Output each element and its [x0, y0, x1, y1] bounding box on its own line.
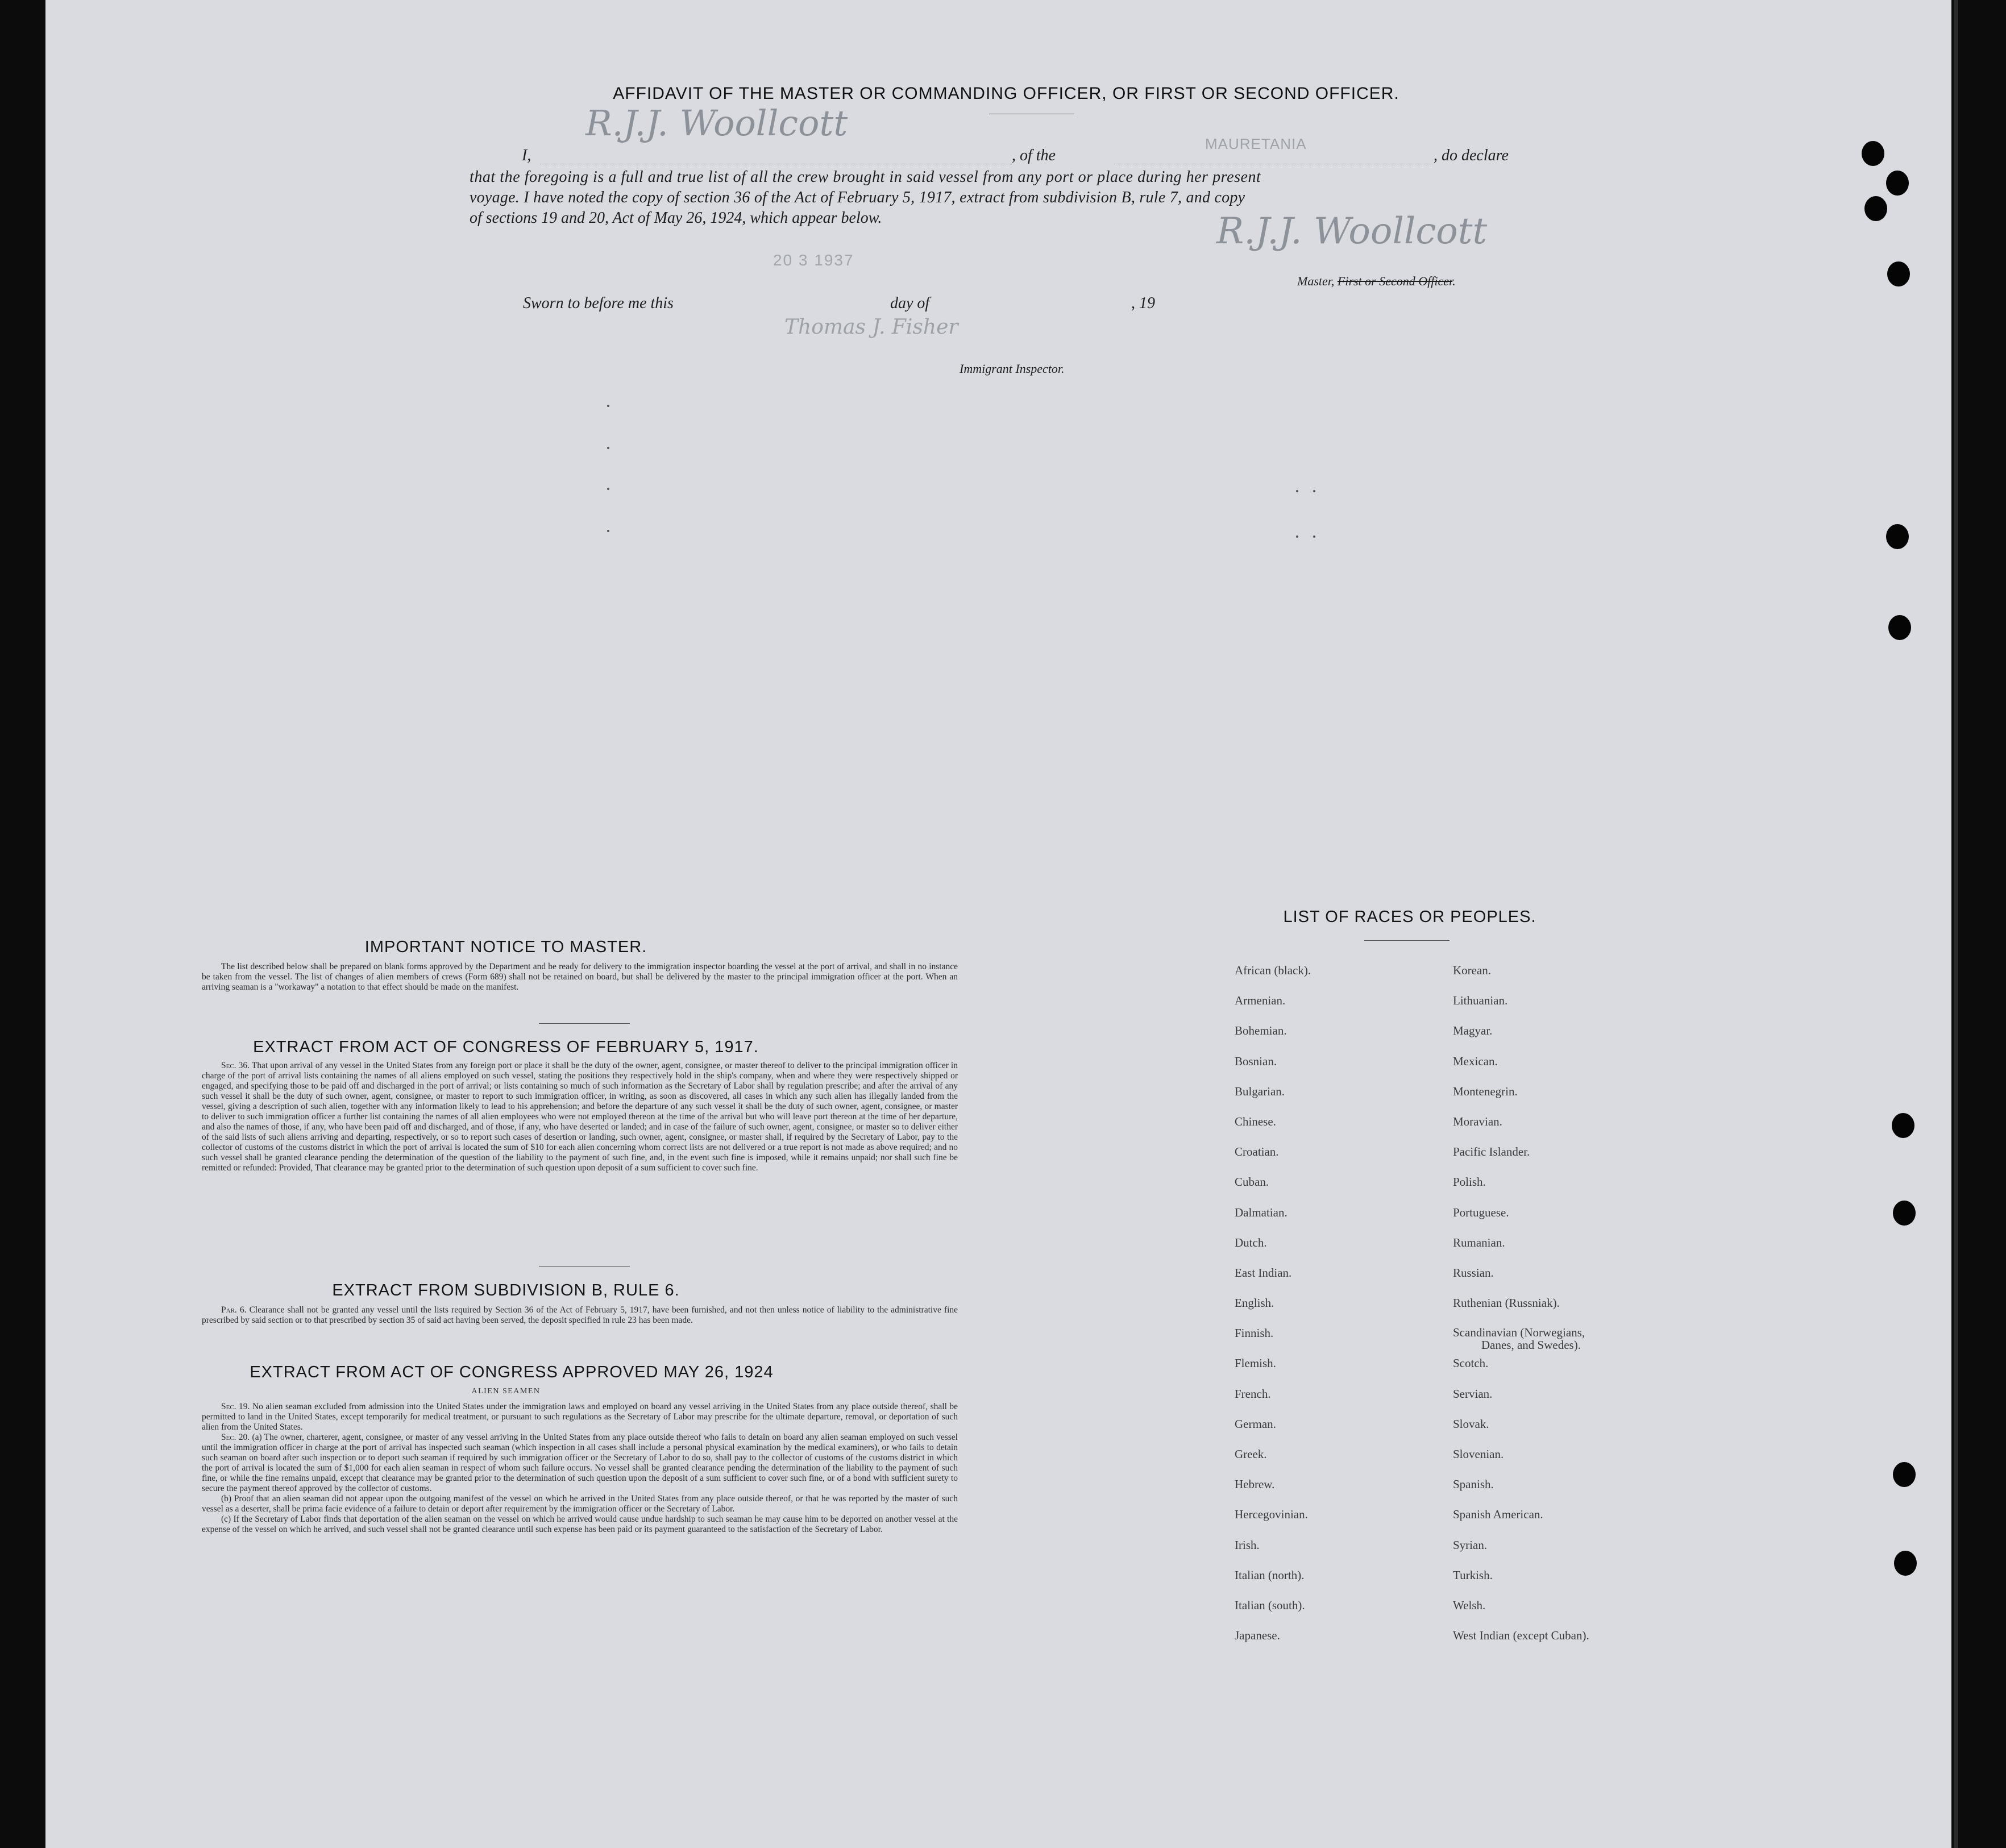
scan-speck: [607, 405, 609, 407]
sec-20a-paragraph: [202, 1432, 958, 1494]
race-item: Montenegrin.: [1453, 1084, 1518, 1098]
affidavit-title: AFFIDAVIT OF THE MASTER OR COMMANDING OFFICER, OR FIRST OR SECOND OFFICER.: [613, 84, 1399, 103]
extract-1917-heading: EXTRACT FROM ACT OF CONGRESS OF FEBRUARY 5, 1917.: [253, 1038, 759, 1056]
alien-seamen-subheading: ALIEN SEAMEN: [471, 1387, 541, 1396]
vessel-name-stamp: MAURETANIA: [1205, 135, 1307, 152]
sec-36-label: Sec. 36.: [221, 1061, 250, 1070]
race-item: Japanese.: [1235, 1629, 1280, 1643]
extract-1924-heading: EXTRACT FROM ACT OF CONGRESS APPROVED MAY 26, 1924: [250, 1363, 774, 1381]
extract-1917-paragraph: [202, 1061, 958, 1173]
race-item: German.: [1235, 1417, 1276, 1431]
race-item: Dalmatian.: [1235, 1205, 1288, 1219]
section-rule: [539, 1023, 630, 1024]
sec-20-label: Sec. 20.: [221, 1432, 250, 1442]
race-item: Ruthenian (Russniak).: [1453, 1296, 1560, 1310]
notice-paragraph: The list described below shall be prepared on blank forms approved by the Department and be ready for delivery to the immigration inspector boarding the vessel at the port of arrival, and shall in no instance be taken from the vessel. The list of changes of alien members of crews (Form 689) shall not be retained on board, but shall be delivered by the master to the principal immigration officer at the port. When an arriving seaman is a "workaway" a notation to that effect should be made on the manifest.: [202, 962, 958, 992]
races-left-column: [1235, 964, 1311, 1659]
race-item: Italian (north).: [1235, 1568, 1305, 1582]
punch-hole: [1892, 1113, 1914, 1138]
date-stamp: 20 3 1937: [773, 251, 854, 269]
race-item: Lithuanian.: [1453, 994, 1508, 1008]
immigrant-inspector-label: Immigrant Inspector.: [960, 362, 1065, 376]
extract-1924-text: [202, 1402, 958, 1535]
struck-officer-label: First or Second Officer: [1337, 274, 1453, 288]
punch-hole: [1862, 141, 1884, 166]
master-label-end: .: [1452, 274, 1456, 288]
inspector-signature: Thomas J. Fisher: [784, 315, 958, 339]
race-item: Dutch.: [1235, 1235, 1267, 1249]
race-item: Greek.: [1235, 1447, 1267, 1461]
race-item: Irish.: [1235, 1538, 1260, 1552]
race-item: Slovenian.: [1453, 1447, 1504, 1461]
race-item: Chinese.: [1235, 1114, 1276, 1128]
scan-speck: [607, 488, 609, 490]
rule6-paragraph: [202, 1305, 958, 1326]
master-signature: R.J.J. Woollcott: [1216, 210, 1488, 252]
scan-speck: [1296, 535, 1298, 538]
document-page: [45, 0, 1951, 1848]
punch-hole: [1886, 171, 1909, 196]
race-item-continuation: Danes, and Swedes).: [1481, 1338, 1581, 1352]
notice-text: [202, 962, 958, 992]
punch-hole: [1864, 196, 1887, 221]
races-heading: LIST OF RACES OR PEOPLES.: [1283, 908, 1536, 926]
race-item: Slovak.: [1453, 1417, 1489, 1431]
race-item: Korean.: [1453, 964, 1492, 977]
race-item-line: Scandinavian (Norwegians,: [1453, 1326, 1585, 1340]
par-6-text: Clearance shall not be granted any vessel until the lists required by Section 36 of the Act of February 5, 1917, have been furnished, and not then unless notice of liability to the administrative fine prescribed by said section or to that prescribed by section 35 of said act having been served, the deposit specified in rule 23 has been made.: [202, 1305, 958, 1325]
handwritten-signature-name: R.J.J. Woollcott: [585, 102, 848, 144]
master-label-line: [1297, 274, 1456, 289]
race-item: Servian.: [1453, 1386, 1493, 1401]
sworn-year: , 19: [1131, 294, 1155, 312]
sec-19-text: No alien seaman excluded from admission into the United States under the immigration laws and employed on board any vessel arriving in the United States from any place outside thereof, shall be permitted to land in the United States, except temporarily for medical treatment, or pursuant to such regulations as the Secretary of Labor may prescribe for the ultimate departure, removal, or deportation of such alien from the United States.: [202, 1402, 958, 1432]
rule6-heading: EXTRACT FROM SUBDIVISION B, RULE 6.: [332, 1281, 680, 1299]
section-rule: [539, 1266, 630, 1267]
races-rule: [1364, 940, 1450, 941]
race-item: Moravian.: [1453, 1114, 1502, 1128]
scan-speck: [1313, 535, 1315, 538]
race-item: Bosnian.: [1235, 1054, 1277, 1068]
sec-19-label: Sec. 19.: [221, 1402, 250, 1411]
affidavit-do-declare: , do declare: [1434, 147, 1509, 164]
punch-hole: [1893, 1462, 1916, 1487]
scan-speck: [1313, 490, 1315, 492]
race-item: [1453, 1326, 1589, 1356]
race-item: Finnish.: [1235, 1326, 1274, 1340]
affidavit-body-line-4: of sections 19 and 20, Act of May 26, 1924, which appear below.: [470, 209, 882, 227]
races-right-column: [1453, 964, 1589, 1659]
par-6-label: Par. 6.: [221, 1305, 247, 1315]
scan-speck: [1296, 490, 1298, 492]
punch-hole: [1894, 1551, 1917, 1576]
sec-36-text: That upon arrival of any vessel in the United States from any foreign port or place it shall be the duty of the owner, agent, consignee, or master thereof to deliver to the principal immigration officer in charge of the port of arrival lists containing the names of all aliens employed on such vessel, stating the positions they respectively hold in the ship's company, when and where they were respectively shipped or engaged, and specifying those to be paid off and discharged in the port of arrival; or lists containing so much of such information as the Secretary of Labor shall by regulation prescribe; and after the arrival of any such vessel it shall be the duty of such owner, agent, consignee, or master to report to such immigration officer, in writing, as soon as discovered, all cases in which any such alien has illegally landed from the vessel, giving a description of such alien, together with any information likely to lead to his apprehension; and before the departure of any such vessel it shall be the duty of such owner, agent, consignee, or master to deliver to such immigration officer a further list containing the names of all alien employees who were not employed thereon at the time of the arrival but who will leave port thereon at the time of her departure, and also the names of those, if any, who have been paid off and discharged, and of those, if any, who have deserted or landed; and in case of the failure of such owner, agent, consignee, or master so to deliver either of the said lists of such aliens arriving and departing, respectively, or so to report such cases of desertion or landing, such owner, agent, consignee, or master shall, if required by the Secretary of Labor, pay to the collector of customs of the customs district in which the port of arrival is located the sum of $10 for each alien concerning whom correct lists are not delivered or a true report is not made as above required; and no such vessel shall be granted clearance pending the determination of the question of the liability to the payment of such fine, and, in the event such fine is imposed, while it remains unpaid; nor shall such fine be remitted or refunded: Provided, That clearance may be granted prior to the determination of such question upon deposit of a sum sufficient to cover such fine.: [202, 1061, 958, 1173]
race-item: Russian.: [1453, 1265, 1494, 1280]
race-item: English.: [1235, 1296, 1274, 1310]
affidavit-body-line-2: that the foregoing is a full and true list of all the crew brought in said vessel from any port or place during her present: [470, 168, 1261, 186]
punch-hole: [1893, 1201, 1916, 1226]
race-item: Bulgarian.: [1235, 1084, 1285, 1098]
affidavit-body-line-3: voyage. I have noted the copy of section 36 of the Act of February 5, 1917, extract from subdivision B, rule 7, and copy: [470, 189, 1245, 206]
race-item: Portuguese.: [1453, 1205, 1509, 1219]
race-item: Polish.: [1453, 1175, 1486, 1189]
scan-speck: [607, 447, 609, 449]
race-item: Welsh.: [1453, 1598, 1486, 1612]
race-item: Mexican.: [1453, 1054, 1498, 1068]
race-item: Bohemian.: [1235, 1024, 1287, 1038]
sec-20a-text: (a) The owner, charterer, agent, consignee, or master of any vessel arriving in the United States from any place outside thereof who fails to detain on board any alien seaman employed on such vessel until the immigration officer in charge at the port of arrival has inspected such seaman (which inspection in all cases shall include a personal physical examination by the medical examiners), or who fails to detain such seaman on board after such inspection or to deport such seaman if required by such immigration officer or the Secretary of Labor to do so, shall pay to the collector of customs of the customs district in which the port of arrival is located the sum of $1,000 for each alien seaman in respect of whom such failure occurs. No vessel shall be granted clearance pending the determination of the liability to the payment of such fine, or while the fine remains unpaid, except that clearance may be granted prior to the determination of such question upon the deposit of a sum sufficient to cover such fine, or of a bond with sufficient surety to secure the payment thereof approved by the collector of customs.: [202, 1432, 958, 1493]
race-item: Scotch.: [1453, 1356, 1489, 1371]
race-item: African (black).: [1235, 964, 1311, 977]
sec-19-paragraph: [202, 1402, 958, 1432]
master-label: Master,: [1297, 274, 1335, 288]
sec-20c-paragraph: (c) If the Secretary of Labor finds that deportation of the alien seaman on the vessel on which he arrived would cause undue hardship to such seaman he may cause him to be deported on another vessel at the expense of the vessel on which he arrived, and such vessel shall not be granted clearance until such expense has been paid or its payment guaranteed to the satisfaction of the Secretary of Labor.: [202, 1514, 958, 1534]
race-item: Flemish.: [1235, 1356, 1276, 1371]
rule6-text: [202, 1305, 958, 1326]
race-item: Croatian.: [1235, 1145, 1279, 1159]
race-item: Armenian.: [1235, 994, 1286, 1008]
race-item: East Indian.: [1235, 1265, 1292, 1280]
race-item: Hebrew.: [1235, 1477, 1275, 1492]
punch-hole: [1888, 615, 1911, 640]
notice-heading: IMPORTANT NOTICE TO MASTER.: [364, 938, 647, 956]
affidavit-of-the: , of the: [1012, 147, 1056, 164]
race-item: French.: [1235, 1386, 1271, 1401]
race-item: Spanish.: [1453, 1477, 1494, 1492]
sec-20b-paragraph: (b) Proof that an alien seaman did not appear upon the outgoing manifest of the vessel on which he arrived in the United States from any place outside thereof, or that he was reported by the master of such vessel as a deserter, shall be prima facie evidence of a failure to detain or deport after requirement by the immigration officer or the Secretary of Labor.: [202, 1494, 958, 1514]
affidavit-i: I,: [522, 147, 531, 164]
extract-1917-text: [202, 1061, 958, 1173]
race-item: Syrian.: [1453, 1538, 1488, 1552]
punch-hole: [1886, 524, 1909, 549]
race-item: West Indian (except Cuban).: [1453, 1629, 1589, 1643]
race-item: Magyar.: [1453, 1024, 1493, 1038]
sworn-text: Sworn to before me this: [523, 294, 674, 312]
race-item: Turkish.: [1453, 1568, 1493, 1582]
race-item: Pacific Islander.: [1453, 1145, 1530, 1159]
race-item: Cuban.: [1235, 1175, 1269, 1189]
race-item: Spanish American.: [1453, 1508, 1543, 1522]
race-item: Rumanian.: [1453, 1235, 1505, 1249]
race-item: Italian (south).: [1235, 1598, 1305, 1612]
sworn-day-of: day of: [890, 294, 930, 312]
punch-hole: [1887, 261, 1910, 286]
race-item: Hercegovinian.: [1235, 1508, 1308, 1522]
scan-speck: [607, 530, 609, 532]
scanner-edge: [1954, 0, 1958, 1848]
